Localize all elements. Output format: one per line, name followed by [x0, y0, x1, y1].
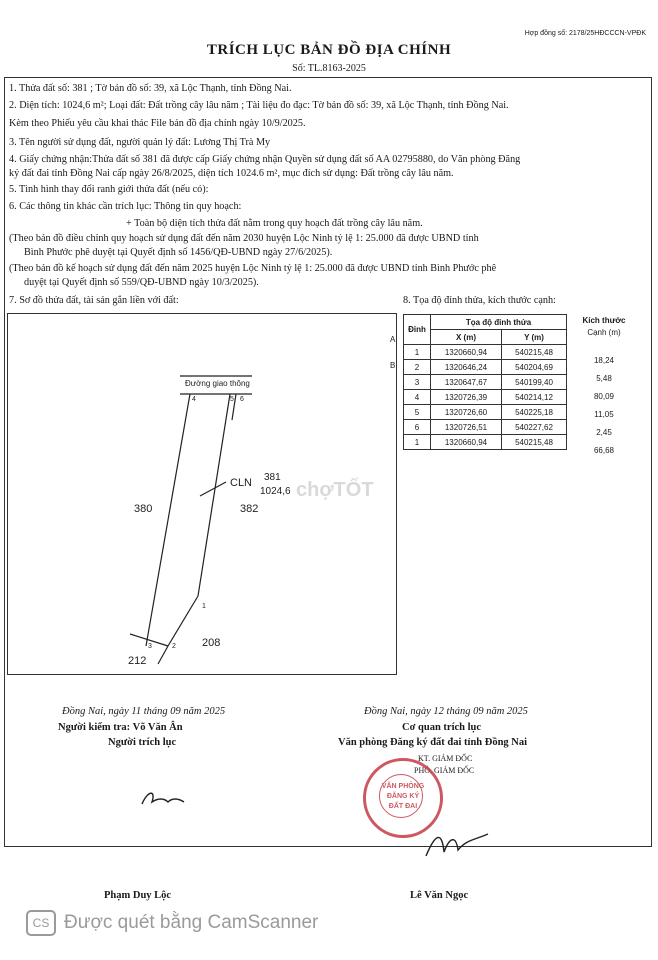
side-label-b: B [390, 361, 396, 370]
edge-length: 5,48 [596, 374, 612, 383]
coordinate-table [403, 314, 567, 450]
item-4: 4. Giấy chứng nhận:Thửa đất số 381 đã được cấp Giấy chứng nhận Quyền sử dụng đất số AA 02795880, do Văn phòng Đăng [9, 154, 521, 165]
vertex-3: 3 [148, 643, 152, 650]
extractor-name: Phạm Duy Lộc [104, 890, 172, 901]
item-1: 1. Thửa đất số: 381 ; Tờ bản đồ số: 39, xã Lộc Thạnh, tỉnh Đồng Nai. [9, 83, 292, 94]
road-vertex-5: 5 [230, 396, 234, 403]
deputy-director: PHÓ. GIÁM ĐỐC [414, 766, 475, 775]
right-sign-date: Đồng Nai, ngày 12 tháng 09 năm 2025 [364, 706, 528, 717]
parcel-number: 381 [264, 472, 281, 483]
kt-director: KT. GIÁM ĐỐC [418, 754, 473, 763]
item-6: 6. Các thông tin khác cần trích lục: Thông tin quy hoạch: [9, 201, 242, 212]
edge-header: Kích thước [582, 316, 626, 325]
header-x: X (m) [431, 330, 502, 345]
left-signature [138, 788, 188, 812]
header-y: Y (m) [502, 330, 567, 345]
planning-ref-1-cont: Bình Phước phê duyệt tại Quyết định số 1456/QĐ-UBND ngày 27/6/2025). [24, 247, 333, 258]
document-number: Số: TL.8163-2025 [292, 63, 366, 74]
item-5: 5. Tình hình thay đổi ranh giới thửa đất (nếu có): [9, 184, 209, 195]
header-group: Tọa độ đỉnh thửa [431, 315, 567, 330]
cln-label: CLN [230, 477, 253, 489]
document-title: TRÍCH LỤC BẢN ĐỒ ĐỊA CHÍNH [206, 42, 452, 58]
right-signature [422, 828, 492, 864]
camscanner-icon: CS [26, 910, 56, 936]
left-sign-date: Đồng Nai, ngày 11 tháng 09 năm 2025 [62, 706, 226, 717]
camscanner-text: Được quét bằng CamScanner [64, 912, 319, 934]
planning-ref-1: (Theo bản đồ điều chỉnh quy hoạch sử dụng đất đến năm 2030 huyện Lộc Ninh tỷ lệ 1: 25.000 đã được UBND tỉnh [9, 233, 479, 244]
official-stamp: VĂN PHÒNG ĐĂNG KÝ ĐẤT ĐAI [363, 758, 443, 838]
item-3: 3. Tên người sử dụng đất, người quản lý đất: Lương Thị Trà My [9, 137, 271, 148]
table-row: 5 1320726,60 540225,18 [404, 405, 567, 420]
item-2: 2. Diện tích: 1024,6 m²; Loại đất: Đất trồng cây lâu năm ; Tài liệu đo đạc: Tờ bản đồ số: 39, xã Lộc Thạnh, tỉnh Đồng Nai. [9, 100, 509, 111]
extractor-role: Người trích lục [108, 737, 177, 748]
neighbor-boundary-diag [158, 646, 168, 664]
cln-leader-line [200, 482, 226, 496]
edge-length: 11,05 [594, 410, 614, 419]
table-row: 3 1320647,67 540199,40 [404, 375, 567, 390]
edge-length: 2,45 [596, 428, 612, 437]
table-row: 1 1320660,94 540215,48 [404, 435, 567, 450]
edge-header-unit: Cạnh (m) [587, 328, 621, 337]
header-dinh: Đỉnh [404, 315, 431, 345]
table-row: 6 1320726,51 540227,62 [404, 420, 567, 435]
parcel-area: 1024,6 [260, 486, 291, 497]
contract-number: Hợp đồng số: 2178/25HĐCCCN-VPĐK [524, 30, 646, 37]
edge-length: 18,24 [593, 356, 615, 365]
item-4-cont: ký đất đai tỉnh Đồng Nai cấp ngày 26/8/2025, diện tích 1024.6 m², mục đích sử dụng: Đất trồng cây lâu năm. [9, 168, 454, 179]
planning-ref-2: (Theo bản đồ kế hoạch sử dụng đất đến năm 2025 huyện Lộc Ninh tỷ lệ 1: 25.000 đã được UBND tỉnh Bình Phước phê [9, 263, 497, 274]
parcel-bottom-boundary [168, 596, 198, 646]
section-8-heading: 8. Tọa độ đỉnh thửa, kích thước cạnh: [403, 295, 556, 306]
vertex-1: 1 [202, 603, 206, 610]
office-name: Văn phòng Đăng ký đất đai tỉnh Đồng Nai [338, 737, 528, 748]
table-row: 1 1320660,94 540215,48 [404, 345, 567, 360]
edge-length: 66,68 [593, 446, 615, 455]
neighbor-382: 382 [240, 503, 259, 515]
table-row: 2 1320646,24 540204,69 [404, 360, 567, 375]
vertex-2: 2 [172, 643, 176, 650]
road-vertex-4: 4 [192, 396, 196, 403]
checker-line: Người kiểm tra: Võ Văn Ân [58, 722, 183, 733]
planning-ref-2-cont: duyệt tại Quyết định số 559/QĐ-UBND ngày 10/3/2025). [24, 277, 259, 288]
table-row: 4 1320726,39 540214,12 [404, 390, 567, 405]
road-label: Đường giao thông [185, 379, 250, 388]
parcel-map [7, 313, 397, 675]
agency-label: Cơ quan trích lục [402, 722, 482, 733]
section-7-heading: 7. Sơ đồ thửa đất, tài sản gắn liền với đất: [9, 295, 179, 306]
edge-length: 80,09 [593, 392, 615, 401]
neighbor-212: 212 [128, 655, 147, 667]
neighbor-380: 380 [134, 503, 153, 515]
director-name: Lê Văn Ngọc [410, 890, 469, 901]
chotot-watermark: chợTỐT [296, 479, 374, 501]
side-label-a: A [390, 335, 396, 344]
neighbor-208: 208 [202, 637, 221, 649]
road-vertex-6: 6 [240, 396, 244, 403]
parcel-left-boundary [146, 394, 190, 646]
camscanner-footer [26, 910, 318, 936]
item-2-cont: Kèm theo Phiếu yêu cầu khai thác File bản đồ địa chính ngày 10/9/2025. [9, 118, 306, 129]
planning-note: + Toàn bộ diện tích thửa đất nằm trong quy hoạch đất trồng cây lâu năm. [126, 218, 423, 229]
